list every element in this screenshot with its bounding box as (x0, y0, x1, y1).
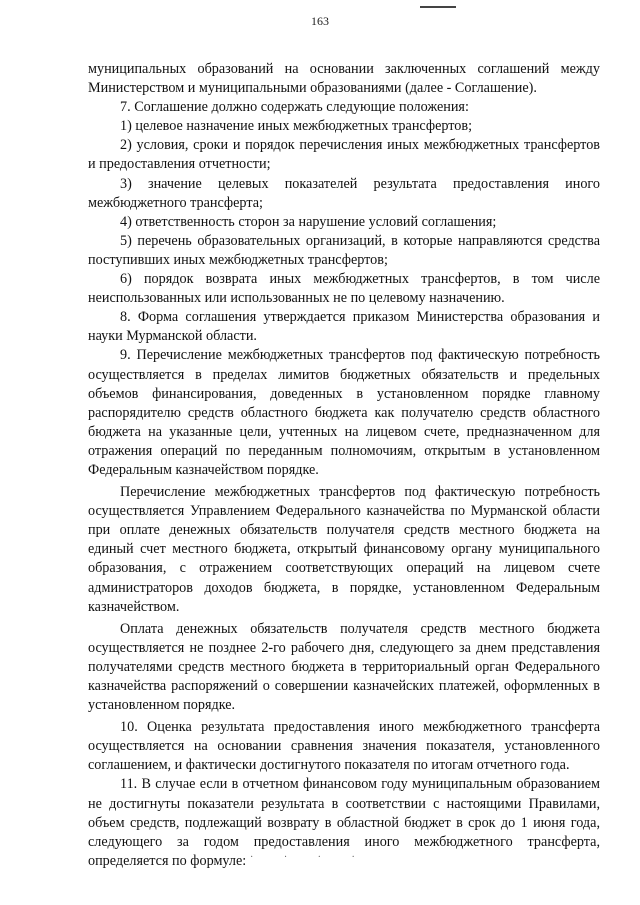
page-number: 163 (311, 14, 329, 28)
document-body (88, 60, 600, 871)
paragraph-subitem-3: 3) значение целевых показателей результата предоставления иного межбюджетного трансферта; (88, 175, 600, 211)
paragraph-subitem-2: 2) условия, сроки и порядок перечисления иных межбюджетных трансфертов и предоставления отчетности; (88, 137, 600, 173)
paragraph-item-10: 10. Оценка результата предоставления иного межбюджетного трансферта осуществляется на основании сравнения значения показателя, установленного соглашением, и фактически достигнутого показателя по итогам отчетного года. (88, 719, 600, 774)
paragraph-item-7: 7. Соглашение должно содержать следующие положения: (120, 99, 469, 116)
paragraph-item-9: 9. Перечисление межбюджетных трансфертов под фактическую потребность осуществляется в пределах лимитов бюджетных обязательств и предельных объемов финансирования, доведенных в установленном порядке главному распорядителю средств областного бюджета как получателю средств областного бюджета на указанные цели, учтенных на лицевом счете, предназначенном для отражения операций по переданным полномочиям, открытым в установленном Федеральным казначейством порядке. (88, 347, 600, 478)
paragraph-item-8: 8. Форма соглашения утверждается приказом Министерства образования и науки Мурманской области. (88, 309, 600, 345)
paragraph-subitem-5: 5) перечень образовательных организаций, в которые направляются средства поступивших иных межбюджетных трансфертов; (88, 232, 600, 268)
paragraph-subitem-6: 6) порядок возврата иных межбюджетных трансфертов, в том числе неиспользованных или использованных не по целевому назначению. (88, 271, 600, 307)
scan-mark (420, 6, 456, 8)
paragraph-item-11: 11. В случае если в отчетном финансовом году муниципальным образованием не достигнуты показатели результата в соответствии с настоящими Правилами, объем средств, подлежащий возврату в областной бюджет в срок до 1 июня года, следующего за годом предоставления иного межбюджетного трансферта, определяется по формуле: (88, 776, 600, 869)
scan-specks: · · · · (250, 852, 369, 863)
paragraph-continuation: муниципальных образований на основании заключенных соглашений между Министерством и муниципальными образованиями (далее - Соглашение). (88, 61, 600, 97)
paragraph-subitem-1: 1) целевое назначение иных межбюджетных трансфертов; (120, 118, 473, 135)
paragraph-subitem-4: 4) ответственность сторон за нарушение условий соглашения; (120, 213, 497, 230)
paragraph-payment-deadline: Оплата денежных обязательств получателя средств местного бюджета осуществляется не позднее 2-го рабочего дня, следующего за днем представления получателями средств местного бюджета в территориальный орган Федерального казначейства распоряжений о совершении казначейских платежей, оформленных в установленном порядке. (88, 620, 600, 714)
paragraph-transfer-execution: Перечисление межбюджетных трансфертов под фактическую потребность осуществляется Управлением Федерального казначейства по Мурманской области при оплате денежных обязательств получателя средств местного бюджета на единый счет местного бюджета, открытый финансовому органу муниципального образования, с отражением соответствующих операций на лицевом счете администраторов доходов бюджета, в порядке, установленном Федеральным казначейством. (88, 484, 600, 615)
